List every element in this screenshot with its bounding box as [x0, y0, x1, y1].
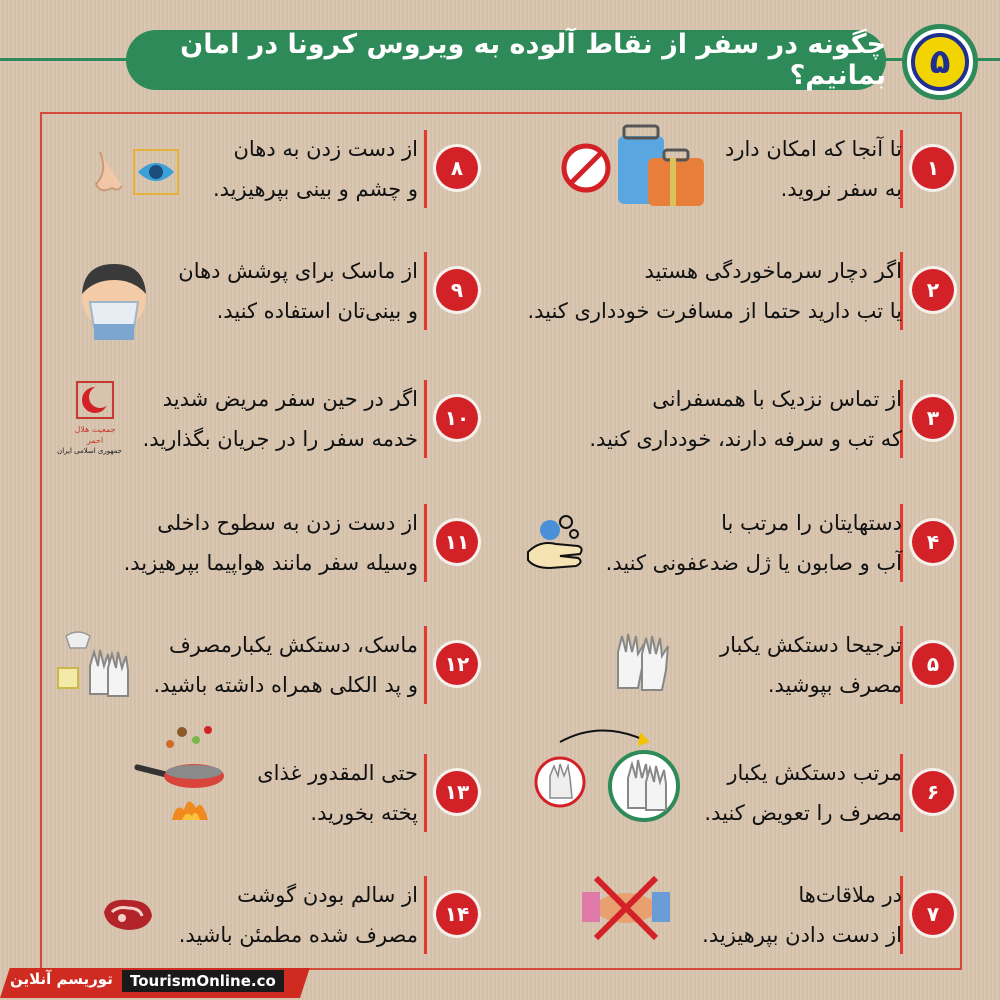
- item-number: ۱۲: [436, 643, 478, 685]
- item-divider: [424, 380, 427, 458]
- item-text-line1: تا آنجا که امکان دارد: [724, 137, 902, 161]
- no-handshake-icon: [578, 872, 674, 942]
- item-text-line1: دستهایتان را مرتب با: [721, 511, 902, 535]
- item-number: ۹: [436, 269, 478, 311]
- red-crescent-line1: جمعیت هلال احمر: [74, 425, 116, 445]
- item-text-line1: در ملاقات‌ها: [798, 883, 902, 907]
- item-number: ۸: [436, 147, 478, 189]
- item-number: ۱۰: [436, 397, 478, 439]
- glove-swap-icon: [520, 724, 690, 834]
- item-number: ۴: [912, 521, 954, 563]
- item-text-line2: مصرف را تعویض کنید.: [704, 801, 902, 825]
- page-title-text: چگونه در سفر از نقاط آلوده به ویروس کرونا در امان بمانیم؟: [180, 29, 886, 91]
- nose-eye-icon: [90, 148, 182, 198]
- face-mask-icon: [74, 258, 154, 342]
- item-number: ۱۱: [436, 521, 478, 563]
- mask-gloves-pad-icon: [56, 628, 138, 698]
- item-text-line2: آب و صابون یا ژل ضدعفونی کنید.: [605, 551, 902, 575]
- item-text-line1: مرتب دستکش یکبار: [727, 761, 902, 785]
- item-divider: [424, 626, 427, 704]
- gloves-icon: [612, 628, 676, 694]
- item-number: ۱: [912, 147, 954, 189]
- list-item: [500, 626, 960, 716]
- item-text-line1: از ماسک برای پوشش دهان: [178, 259, 418, 283]
- item-text-line1: از تماس نزدیک با همسفرانی: [652, 387, 902, 411]
- item-number: ۶: [912, 771, 954, 813]
- title-number-badge: [902, 24, 978, 100]
- item-text-line2: از دست دادن بپرهیزید.: [702, 923, 902, 947]
- list-item: [46, 754, 500, 844]
- item-text-line1: ماسک، دستکش یکبارمصرف: [169, 633, 418, 657]
- item-text-line1: از دست زدن به دهان: [233, 137, 418, 161]
- item-number: ۲: [912, 269, 954, 311]
- item-number: ۱۴: [436, 893, 478, 935]
- item-text-line2: پخته بخورید.: [310, 801, 418, 825]
- red-crescent-line2: جمهوری اسلامی ایران: [57, 447, 122, 455]
- list-item: [46, 252, 500, 342]
- item-text-line1: از سالم بودن گوشت: [237, 883, 418, 907]
- item-text-line2: مصرف بپوشید.: [767, 673, 902, 697]
- item-text-line1: حتی المقدور غذای: [257, 761, 418, 785]
- list-item: [500, 130, 960, 220]
- item-text-line2: خدمه سفر را در جریان بگذارید.: [142, 427, 418, 451]
- title-number: ۵: [911, 33, 969, 91]
- frying-pan-icon: [132, 724, 232, 834]
- list-item: [500, 380, 960, 470]
- item-divider: [424, 130, 427, 208]
- item-number: ۱۳: [436, 771, 478, 813]
- item-text-line2: به سفر نروید.: [780, 177, 902, 201]
- footer-brand-url: TourismOnline.co: [122, 970, 284, 992]
- luggage-no-travel-icon: [560, 122, 710, 212]
- footer-brand-fa: توریسم آنلاین: [10, 970, 113, 988]
- item-number: ۳: [912, 397, 954, 439]
- item-divider: [424, 754, 427, 832]
- item-text-line2: یا تب دارید حتما از مسافرت خودداری کنید.: [527, 299, 902, 323]
- item-text-line2: و چشم و بینی بپرهیزید.: [212, 177, 418, 201]
- item-text-line1: از دست زدن به سطوح داخلی: [157, 511, 418, 535]
- list-item: [46, 876, 500, 966]
- red-crescent-logo: [57, 380, 122, 456]
- item-divider: [424, 252, 427, 330]
- item-text-line1: اگر در حین سفر مریض شدید: [162, 387, 418, 411]
- list-item: [46, 504, 500, 594]
- list-item: [46, 130, 500, 220]
- item-text-line2: مصرف شده مطمئن باشید.: [178, 923, 418, 947]
- item-text-line1: اگر دچار سرماخوردگی هستید: [644, 259, 902, 283]
- item-text-line2: و بینی‌تان استفاده کنید.: [216, 299, 418, 323]
- list-item: [46, 380, 500, 470]
- item-number: ۵: [912, 643, 954, 685]
- list-item: [500, 876, 960, 966]
- list-item: [46, 626, 500, 716]
- item-divider: [424, 504, 427, 582]
- item-text-line2: وسیله سفر مانند هواپیما بپرهیزید.: [123, 551, 418, 575]
- red-crescent-icon: [75, 380, 115, 420]
- item-number: ۷: [912, 893, 954, 935]
- list-item: [500, 754, 960, 844]
- hand-washing-icon: [520, 508, 590, 578]
- item-text-line1: ترجیحا دستکش یکبار: [719, 633, 902, 657]
- page-title: [126, 30, 886, 90]
- item-divider: [424, 876, 427, 954]
- item-text-line2: که تب و سرفه دارند، خودداری کنید.: [589, 427, 902, 451]
- list-item: [500, 504, 960, 594]
- meat-icon: [98, 894, 158, 934]
- item-text-line2: و پد الکلی همراه داشته باشید.: [153, 673, 418, 697]
- list-item: [500, 252, 960, 342]
